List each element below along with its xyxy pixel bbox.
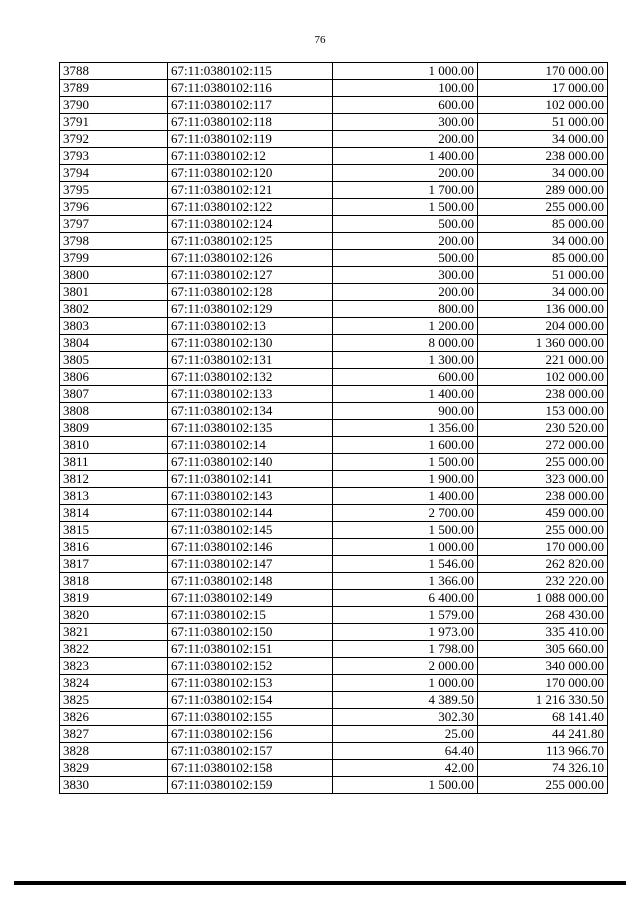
cadastral-number-cell: 67:11:0380102:146 xyxy=(168,539,333,556)
row-number-cell: 3829 xyxy=(60,760,168,777)
area-cell: 500.00 xyxy=(333,216,478,233)
row-number-cell: 3788 xyxy=(60,63,168,80)
area-cell: 1 500.00 xyxy=(333,454,478,471)
value-cell: 136 000.00 xyxy=(478,301,608,318)
value-cell: 335 410.00 xyxy=(478,624,608,641)
row-number-cell: 3805 xyxy=(60,352,168,369)
value-cell: 170 000.00 xyxy=(478,539,608,556)
value-cell: 1 360 000.00 xyxy=(478,335,608,352)
row-number-cell: 3791 xyxy=(60,114,168,131)
row-number-cell: 3804 xyxy=(60,335,168,352)
row-number-cell: 3807 xyxy=(60,386,168,403)
area-cell: 8 000.00 xyxy=(333,335,478,352)
table-row xyxy=(60,267,608,284)
table-row xyxy=(60,318,608,335)
area-cell: 25.00 xyxy=(333,726,478,743)
table-row xyxy=(60,556,608,573)
value-cell: 17 000.00 xyxy=(478,80,608,97)
area-cell: 1 356.00 xyxy=(333,420,478,437)
area-cell: 1 900.00 xyxy=(333,471,478,488)
row-number-cell: 3808 xyxy=(60,403,168,420)
table-row xyxy=(60,335,608,352)
value-cell: 1 216 330.50 xyxy=(478,692,608,709)
value-cell: 262 820.00 xyxy=(478,556,608,573)
area-cell: 1 000.00 xyxy=(333,675,478,692)
cadastral-number-cell: 67:11:0380102:13 xyxy=(168,318,333,335)
table-row xyxy=(60,403,608,420)
cadastral-number-cell: 67:11:0380102:130 xyxy=(168,335,333,352)
row-number-cell: 3824 xyxy=(60,675,168,692)
table-row xyxy=(60,641,608,658)
cadastral-number-cell: 67:11:0380102:119 xyxy=(168,131,333,148)
area-cell: 600.00 xyxy=(333,97,478,114)
table-row xyxy=(60,284,608,301)
row-number-cell: 3794 xyxy=(60,165,168,182)
row-number-cell: 3825 xyxy=(60,692,168,709)
area-cell: 600.00 xyxy=(333,369,478,386)
cadastral-number-cell: 67:11:0380102:156 xyxy=(168,726,333,743)
row-number-cell: 3795 xyxy=(60,182,168,199)
table-row xyxy=(60,97,608,114)
area-cell: 2 000.00 xyxy=(333,658,478,675)
table-row xyxy=(60,573,608,590)
area-cell: 300.00 xyxy=(333,267,478,284)
table-row xyxy=(60,658,608,675)
value-cell: 255 000.00 xyxy=(478,522,608,539)
row-number-cell: 3803 xyxy=(60,318,168,335)
cadastral-number-cell: 67:11:0380102:135 xyxy=(168,420,333,437)
table-row xyxy=(60,148,608,165)
value-cell: 459 000.00 xyxy=(478,505,608,522)
table-row xyxy=(60,522,608,539)
registry-table xyxy=(59,62,608,794)
area-cell: 1 500.00 xyxy=(333,199,478,216)
cadastral-number-cell: 67:11:0380102:159 xyxy=(168,777,333,794)
row-number-cell: 3830 xyxy=(60,777,168,794)
value-cell: 340 000.00 xyxy=(478,658,608,675)
value-cell: 204 000.00 xyxy=(478,318,608,335)
table-row xyxy=(60,692,608,709)
row-number-cell: 3801 xyxy=(60,284,168,301)
value-cell: 230 520.00 xyxy=(478,420,608,437)
area-cell: 64.40 xyxy=(333,743,478,760)
value-cell: 102 000.00 xyxy=(478,97,608,114)
table-row xyxy=(60,386,608,403)
table-row xyxy=(60,437,608,454)
area-cell: 100.00 xyxy=(333,80,478,97)
cadastral-number-cell: 67:11:0380102:155 xyxy=(168,709,333,726)
cadastral-number-cell: 67:11:0380102:153 xyxy=(168,675,333,692)
area-cell: 302.30 xyxy=(333,709,478,726)
table-row xyxy=(60,488,608,505)
area-cell: 1 200.00 xyxy=(333,318,478,335)
value-cell: 34 000.00 xyxy=(478,131,608,148)
table-row xyxy=(60,250,608,267)
value-cell: 255 000.00 xyxy=(478,777,608,794)
value-cell: 255 000.00 xyxy=(478,454,608,471)
area-cell: 1 700.00 xyxy=(333,182,478,199)
table-row xyxy=(60,709,608,726)
value-cell: 272 000.00 xyxy=(478,437,608,454)
cadastral-number-cell: 67:11:0380102:15 xyxy=(168,607,333,624)
row-number-cell: 3819 xyxy=(60,590,168,607)
area-cell: 1 500.00 xyxy=(333,522,478,539)
row-number-cell: 3802 xyxy=(60,301,168,318)
table-row xyxy=(60,199,608,216)
value-cell: 238 000.00 xyxy=(478,386,608,403)
value-cell: 221 000.00 xyxy=(478,352,608,369)
page-number: 76 xyxy=(314,34,326,46)
value-cell: 51 000.00 xyxy=(478,267,608,284)
cadastral-number-cell: 67:11:0380102:118 xyxy=(168,114,333,131)
row-number-cell: 3811 xyxy=(60,454,168,471)
table-row xyxy=(60,131,608,148)
cadastral-number-cell: 67:11:0380102:121 xyxy=(168,182,333,199)
row-number-cell: 3809 xyxy=(60,420,168,437)
row-number-cell: 3816 xyxy=(60,539,168,556)
area-cell: 900.00 xyxy=(333,403,478,420)
area-cell: 1 400.00 xyxy=(333,488,478,505)
area-cell: 1 000.00 xyxy=(333,63,478,80)
row-number-cell: 3818 xyxy=(60,573,168,590)
table-row xyxy=(60,352,608,369)
area-cell: 2 700.00 xyxy=(333,505,478,522)
row-number-cell: 3796 xyxy=(60,199,168,216)
row-number-cell: 3814 xyxy=(60,505,168,522)
table-row xyxy=(60,216,608,233)
value-cell: 305 660.00 xyxy=(478,641,608,658)
table-row xyxy=(60,505,608,522)
row-number-cell: 3820 xyxy=(60,607,168,624)
row-number-cell: 3828 xyxy=(60,743,168,760)
value-cell: 34 000.00 xyxy=(478,233,608,250)
cadastral-number-cell: 67:11:0380102:147 xyxy=(168,556,333,573)
cadastral-number-cell: 67:11:0380102:141 xyxy=(168,471,333,488)
cadastral-number-cell: 67:11:0380102:132 xyxy=(168,369,333,386)
area-cell: 1 300.00 xyxy=(333,352,478,369)
area-cell: 1 400.00 xyxy=(333,386,478,403)
row-number-cell: 3797 xyxy=(60,216,168,233)
value-cell: 44 241.80 xyxy=(478,726,608,743)
cadastral-number-cell: 67:11:0380102:158 xyxy=(168,760,333,777)
table-row xyxy=(60,539,608,556)
cadastral-number-cell: 67:11:0380102:125 xyxy=(168,233,333,250)
table-row xyxy=(60,420,608,437)
value-cell: 238 000.00 xyxy=(478,148,608,165)
row-number-cell: 3810 xyxy=(60,437,168,454)
area-cell: 200.00 xyxy=(333,233,478,250)
table-row xyxy=(60,233,608,250)
cadastral-number-cell: 67:11:0380102:117 xyxy=(168,97,333,114)
row-number-cell: 3793 xyxy=(60,148,168,165)
cadastral-number-cell: 67:11:0380102:133 xyxy=(168,386,333,403)
area-cell: 4 389.50 xyxy=(333,692,478,709)
value-cell: 153 000.00 xyxy=(478,403,608,420)
cadastral-number-cell: 67:11:0380102:134 xyxy=(168,403,333,420)
area-cell: 1 000.00 xyxy=(333,539,478,556)
value-cell: 232 220.00 xyxy=(478,573,608,590)
cadastral-number-cell: 67:11:0380102:115 xyxy=(168,63,333,80)
value-cell: 34 000.00 xyxy=(478,165,608,182)
cadastral-number-cell: 67:11:0380102:124 xyxy=(168,216,333,233)
cadastral-number-cell: 67:11:0380102:145 xyxy=(168,522,333,539)
bottom-rule xyxy=(14,881,626,885)
value-cell: 1 088 000.00 xyxy=(478,590,608,607)
area-cell: 1 798.00 xyxy=(333,641,478,658)
table-row xyxy=(60,777,608,794)
row-number-cell: 3827 xyxy=(60,726,168,743)
area-cell: 1 400.00 xyxy=(333,148,478,165)
value-cell: 268 430.00 xyxy=(478,607,608,624)
table-row xyxy=(60,165,608,182)
area-cell: 1 600.00 xyxy=(333,437,478,454)
table-row xyxy=(60,726,608,743)
area-cell: 42.00 xyxy=(333,760,478,777)
cadastral-number-cell: 67:11:0380102:128 xyxy=(168,284,333,301)
value-cell: 85 000.00 xyxy=(478,250,608,267)
value-cell: 34 000.00 xyxy=(478,284,608,301)
cadastral-number-cell: 67:11:0380102:149 xyxy=(168,590,333,607)
row-number-cell: 3812 xyxy=(60,471,168,488)
cadastral-number-cell: 67:11:0380102:127 xyxy=(168,267,333,284)
table-row xyxy=(60,369,608,386)
table-row xyxy=(60,182,608,199)
row-number-cell: 3790 xyxy=(60,97,168,114)
value-cell: 113 966.70 xyxy=(478,743,608,760)
area-cell: 1 366.00 xyxy=(333,573,478,590)
area-cell: 200.00 xyxy=(333,165,478,182)
cadastral-number-cell: 67:11:0380102:152 xyxy=(168,658,333,675)
area-cell: 200.00 xyxy=(333,131,478,148)
table-row xyxy=(60,63,608,80)
area-cell: 300.00 xyxy=(333,114,478,131)
area-cell: 800.00 xyxy=(333,301,478,318)
cadastral-number-cell: 67:11:0380102:120 xyxy=(168,165,333,182)
value-cell: 238 000.00 xyxy=(478,488,608,505)
value-cell: 170 000.00 xyxy=(478,675,608,692)
row-number-cell: 3799 xyxy=(60,250,168,267)
value-cell: 255 000.00 xyxy=(478,199,608,216)
table-body xyxy=(60,63,608,794)
cadastral-number-cell: 67:11:0380102:131 xyxy=(168,352,333,369)
cadastral-number-cell: 67:11:0380102:154 xyxy=(168,692,333,709)
cadastral-number-cell: 67:11:0380102:122 xyxy=(168,199,333,216)
row-number-cell: 3823 xyxy=(60,658,168,675)
cadastral-number-cell: 67:11:0380102:140 xyxy=(168,454,333,471)
area-cell: 200.00 xyxy=(333,284,478,301)
row-number-cell: 3800 xyxy=(60,267,168,284)
cadastral-number-cell: 67:11:0380102:129 xyxy=(168,301,333,318)
table-row xyxy=(60,760,608,777)
cadastral-number-cell: 67:11:0380102:157 xyxy=(168,743,333,760)
table-row xyxy=(60,624,608,641)
cadastral-number-cell: 67:11:0380102:144 xyxy=(168,505,333,522)
table-row xyxy=(60,607,608,624)
row-number-cell: 3826 xyxy=(60,709,168,726)
row-number-cell: 3798 xyxy=(60,233,168,250)
table-row xyxy=(60,590,608,607)
table-row xyxy=(60,80,608,97)
area-cell: 500.00 xyxy=(333,250,478,267)
cadastral-number-cell: 67:11:0380102:126 xyxy=(168,250,333,267)
row-number-cell: 3789 xyxy=(60,80,168,97)
value-cell: 323 000.00 xyxy=(478,471,608,488)
value-cell: 74 326.10 xyxy=(478,760,608,777)
cadastral-number-cell: 67:11:0380102:148 xyxy=(168,573,333,590)
value-cell: 68 141.40 xyxy=(478,709,608,726)
cadastral-number-cell: 67:11:0380102:116 xyxy=(168,80,333,97)
cadastral-number-cell: 67:11:0380102:143 xyxy=(168,488,333,505)
value-cell: 102 000.00 xyxy=(478,369,608,386)
table-row xyxy=(60,114,608,131)
row-number-cell: 3806 xyxy=(60,369,168,386)
value-cell: 289 000.00 xyxy=(478,182,608,199)
row-number-cell: 3813 xyxy=(60,488,168,505)
table-row xyxy=(60,743,608,760)
cadastral-number-cell: 67:11:0380102:12 xyxy=(168,148,333,165)
table-row xyxy=(60,454,608,471)
table-row xyxy=(60,675,608,692)
table-row xyxy=(60,301,608,318)
row-number-cell: 3815 xyxy=(60,522,168,539)
area-cell: 6 400.00 xyxy=(333,590,478,607)
row-number-cell: 3822 xyxy=(60,641,168,658)
area-cell: 1 579.00 xyxy=(333,607,478,624)
cadastral-number-cell: 67:11:0380102:151 xyxy=(168,641,333,658)
area-cell: 1 546.00 xyxy=(333,556,478,573)
row-number-cell: 3792 xyxy=(60,131,168,148)
value-cell: 85 000.00 xyxy=(478,216,608,233)
value-cell: 51 000.00 xyxy=(478,114,608,131)
cadastral-number-cell: 67:11:0380102:150 xyxy=(168,624,333,641)
value-cell: 170 000.00 xyxy=(478,63,608,80)
row-number-cell: 3821 xyxy=(60,624,168,641)
area-cell: 1 973.00 xyxy=(333,624,478,641)
row-number-cell: 3817 xyxy=(60,556,168,573)
cadastral-number-cell: 67:11:0380102:14 xyxy=(168,437,333,454)
table-row xyxy=(60,471,608,488)
area-cell: 1 500.00 xyxy=(333,777,478,794)
